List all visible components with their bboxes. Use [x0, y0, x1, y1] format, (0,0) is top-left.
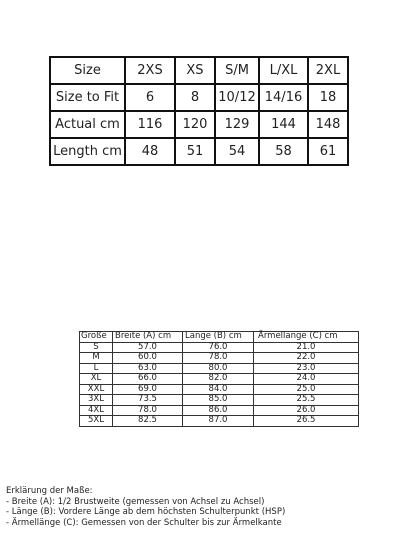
size-chart-cell: 14/16 [259, 84, 308, 111]
table-row [80, 353, 359, 364]
measurement-cell: 87.0 [183, 416, 254, 427]
table-row [80, 395, 359, 406]
measurement-cell: 80.0 [183, 363, 254, 374]
measurement-cell: 69.0 [113, 384, 183, 395]
measurement-column-header: Länge (B) cm [183, 332, 254, 343]
size-chart-cell: 54 [215, 138, 259, 165]
size-chart-cell: 6 [125, 84, 175, 111]
measurement-column-header: Breite (A) cm [113, 332, 183, 343]
measurement-cell: 82.0 [183, 374, 254, 385]
size-chart-cell: 2XS [125, 57, 175, 84]
measurement-size-label: XXL [80, 384, 113, 395]
table-row [80, 405, 359, 416]
measurement-size-label: L [80, 363, 113, 374]
size-chart-row-label: Length cm [50, 138, 125, 165]
table-row [80, 363, 359, 374]
measurement-cell: 78.0 [183, 353, 254, 364]
measurement-size-label: 3XL [80, 395, 113, 406]
table-row [80, 416, 359, 427]
measurement-header-row [80, 332, 359, 343]
size-chart-cell: 18 [308, 84, 348, 111]
measurement-cell: 82.5 [113, 416, 183, 427]
size-chart-row [50, 111, 348, 138]
measurement-cell: 22.0 [254, 353, 359, 364]
measurement-body [80, 342, 359, 426]
size-chart-cell: 2XL [308, 57, 348, 84]
size-chart-cell: 144 [259, 111, 308, 138]
measurement-cell: 76.0 [183, 342, 254, 353]
measurement-cell: 84.0 [183, 384, 254, 395]
size-chart-body [50, 57, 348, 165]
size-chart-cell: 10/12 [215, 84, 259, 111]
measurement-table [79, 331, 359, 427]
measurement-cell: 24.0 [254, 374, 359, 385]
size-chart-cell: L/XL [259, 57, 308, 84]
measurement-cell: 26.5 [254, 416, 359, 427]
measurement-cell: 85.0 [183, 395, 254, 406]
explanation-line-laenge: - Länge (B): Vordere Länge ab dem höchsten Schulterpunkt (HSP) [6, 507, 286, 517]
measurement-cell: 60.0 [113, 353, 183, 364]
measurement-cell: 21.0 [254, 342, 359, 353]
table-row [80, 384, 359, 395]
size-chart-table [49, 56, 349, 166]
measurement-size-label: S [80, 342, 113, 353]
measurement-cell: 66.0 [113, 374, 183, 385]
measurement-cell: 78.0 [113, 405, 183, 416]
measurement-size-label: M [80, 353, 113, 364]
size-chart-row-label: Size to Fit [50, 84, 125, 111]
table-row [80, 374, 359, 385]
measurement-cell: 25.5 [254, 395, 359, 406]
size-chart-row [50, 84, 348, 111]
size-chart-cell: S/M [215, 57, 259, 84]
size-chart-cell: 58 [259, 138, 308, 165]
measurement-cell: 86.0 [183, 405, 254, 416]
explanation-title: Erklärung der Maße: [6, 486, 93, 496]
size-chart-row [50, 138, 348, 165]
size-chart-cell: 148 [308, 111, 348, 138]
explanation-line-breite: - Breite (A): 1/2 Brustweite (gemessen von Achsel zu Achsel) [6, 496, 265, 507]
measurement-size-label: XL [80, 374, 113, 385]
size-chart-cell: XS [175, 57, 215, 84]
measurement-column-header: Große [80, 332, 113, 343]
size-chart-cell: 8 [175, 84, 215, 111]
size-chart-cell: 129 [215, 111, 259, 138]
table-row [80, 342, 359, 353]
measurement-cell: 57.0 [113, 342, 183, 353]
size-chart-cell: 116 [125, 111, 175, 138]
size-chart-cell: 120 [175, 111, 215, 138]
measurement-column-header: Ärmellänge (C) cm [254, 332, 359, 343]
size-chart-cell: 48 [125, 138, 175, 165]
measurement-cell: 73.5 [113, 395, 183, 406]
measurement-size-label: 5XL [80, 416, 113, 427]
explanation-line-aermellaenge: - Ärmellänge (C): Gemessen von der Schulter bis zur Ärmelkante [6, 517, 282, 528]
measurement-cell: 25.0 [254, 384, 359, 395]
measurement-cell: 23.0 [254, 363, 359, 374]
size-chart-row-label: Size [50, 57, 125, 84]
measurement-size-label: 4XL [80, 405, 113, 416]
size-chart-row-label: Actual cm [50, 111, 125, 138]
measurement-explanation [6, 486, 285, 528]
size-chart-cell: 51 [175, 138, 215, 165]
measurement-cell: 26.0 [254, 405, 359, 416]
size-chart-row [50, 57, 348, 84]
size-chart-cell: 61 [308, 138, 348, 165]
measurement-cell: 63.0 [113, 363, 183, 374]
